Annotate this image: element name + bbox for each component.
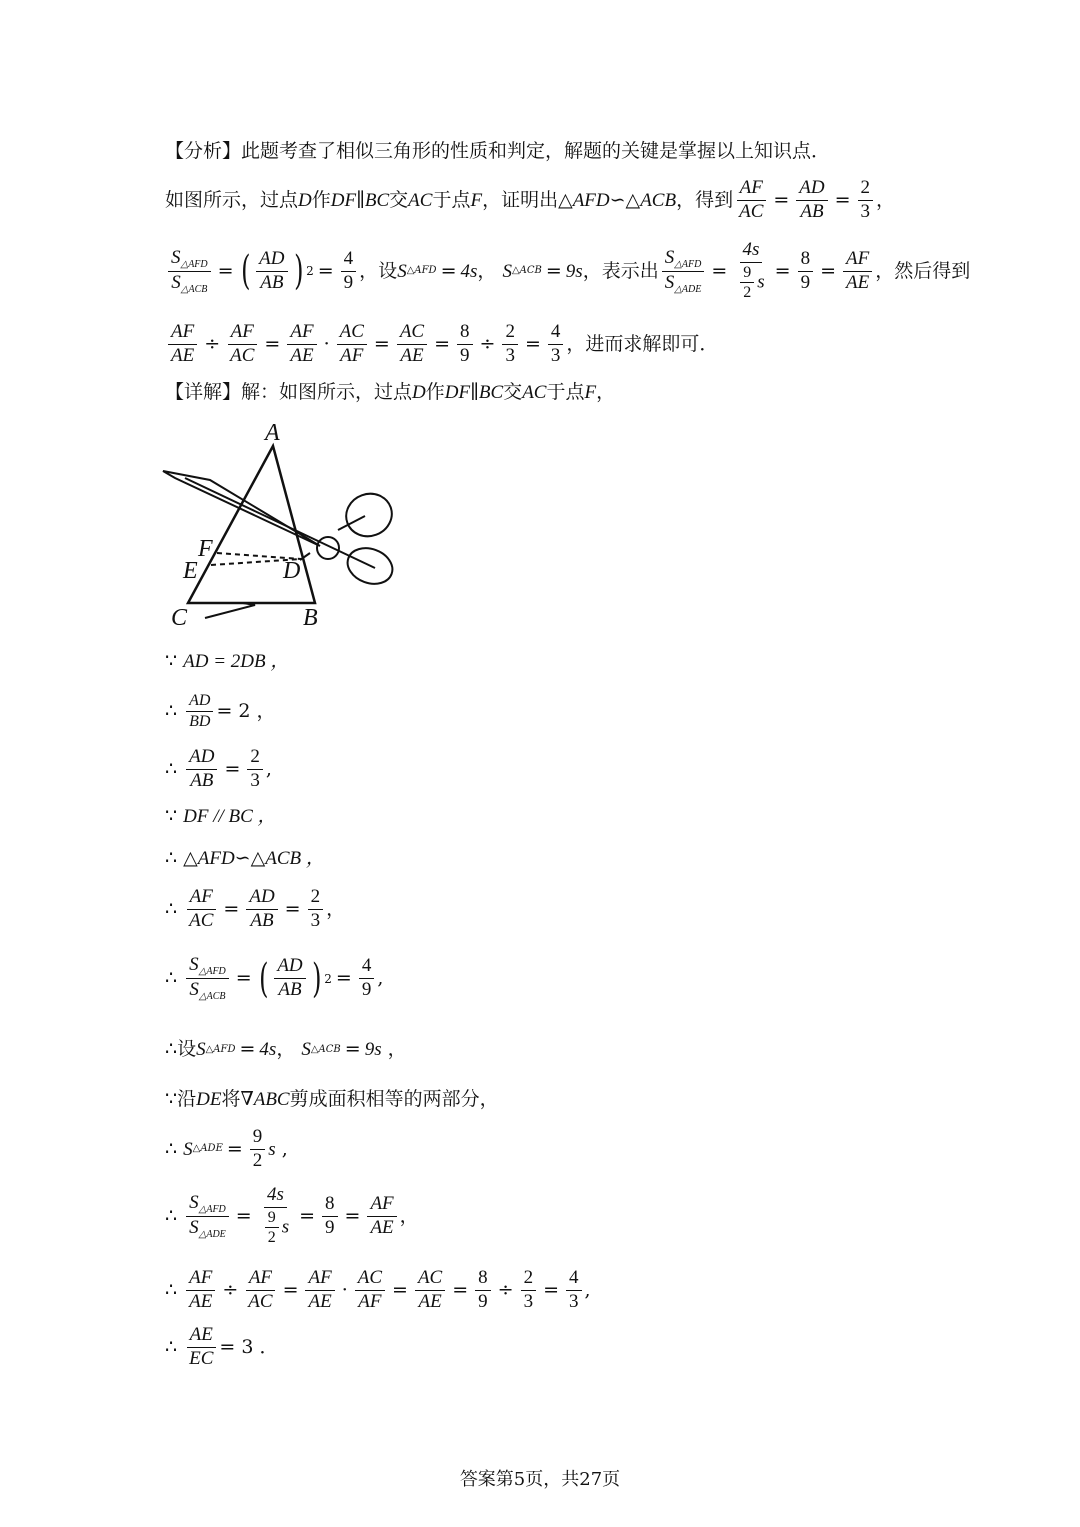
segment-df: DF [330, 189, 357, 211]
scissors-ring-upper [340, 487, 398, 542]
label-e: E [183, 558, 198, 584]
detail-tag: 【详解】 [165, 381, 242, 403]
step-3: ∴ $\frac{AD}{AB}$ = $\frac{2}{3}$ , [165, 746, 272, 791]
step-7: ∴ $S_{\triangle AFD}$ $S_{\triangle ACB}$ = ( AD AB ) 2 = $\frac{4}{9}$ , [165, 954, 384, 1002]
step-6: ∴ $\frac{AF}{AC}$ = $\frac{AD}{AB}$ = $\frac{2}{3}$ ， [165, 886, 346, 931]
text-seg: 解：如图所示，过点 [241, 381, 413, 403]
segment-bc: BC [364, 189, 390, 211]
frac-4-3: $\frac{4}{3}$ [548, 322, 564, 367]
step-13: ∴ $\frac{AE}{EC}$ = 3 ． [165, 1324, 279, 1369]
frac-4s-over-9-2s: 4s $\frac{9}{2}$ s [734, 240, 767, 302]
label-f: F [198, 536, 213, 562]
label-d: D [283, 558, 301, 584]
frac-af-ac: $\frac{AF}{AC}$ [736, 178, 766, 223]
frac-ac-ae: $\frac{AC}{AE}$ [397, 322, 427, 367]
analysis-line-4: $\frac{AF}{AE}$ ÷ $\frac{AF}{AC}$ = $\frac{AF}{AE}$ · $\frac{AC}{AF}$ = $\frac{AC}{AE}$ = $\frac{8}{9}$ ÷ $\frac{2}{3}$ = $\frac{4}{3}$ ，进而求解即可． [165, 322, 718, 367]
step-9: ∵ 沿 DE 将∇ ABC 剪成面积相等的两部分， [165, 1088, 499, 1110]
similar-symbol: ∽△ [609, 188, 641, 211]
frac-8-9: $\frac{8}{9}$ [457, 322, 473, 367]
text-seg: ，得到 [676, 188, 734, 211]
analysis-text: 此题考查了相似三角形的性质和判定，解题的关键是掌握以上知识点． [241, 140, 831, 162]
exponent: 2 [306, 264, 314, 279]
frac-2-3: $\frac{2}{3}$ [502, 322, 518, 367]
text-seg: ，然后得到 [875, 259, 971, 282]
frac-ad-ab: AD AB [256, 249, 287, 294]
text-seg: 如图所示，过点 [165, 188, 299, 211]
detail-line: 【详解】 解：如图所示，过点 D 作 DF ∥ BC 交 AC 于点 F ， [165, 381, 616, 403]
blade-lower [205, 603, 255, 618]
label-a: A [265, 420, 280, 446]
scissors-pivot [317, 537, 339, 559]
point-d: D [298, 189, 312, 211]
point-f: F [470, 189, 483, 211]
text-seg: ，设 [359, 259, 398, 282]
frac-af-ac: $\frac{AF}{AC}$ [227, 322, 257, 367]
step-2: ∴ $\frac{AD}{BD}$ = 2 ， [165, 692, 276, 730]
analysis-line-2: 如图所示，过点 D 作 DF ∥ BC 交 AC 于点 F ，证明出△ AFD ∽△ ACB ，得到 $\frac{AF}{AC}$ = $\frac{AD}{AB}$ = $\frac{2}{3}$ ， [165, 177, 896, 222]
scissors-handle-upper [338, 516, 365, 530]
frac-af-ae: $\frac{AF}{AE}$ [168, 322, 197, 367]
scissors-blade [163, 471, 320, 546]
frac-ac-af: $\frac{AC}{AF}$ [337, 322, 367, 367]
text-seg: ，证明出△ [482, 188, 573, 211]
frac-4-9: $\frac{4}{9}$ [341, 249, 357, 294]
frac-2-3: $\frac{2}{3}$ [858, 178, 874, 223]
page-footer: 答案第5页，共27页 [459, 1469, 621, 1490]
text-seg: 于点 [432, 188, 471, 211]
step-4: ∵ DF // BC ， [165, 805, 277, 827]
analysis-tag: 【分析】 [165, 140, 242, 162]
segment-ac: AC [408, 189, 433, 211]
text-seg: ，进而求解即可． [566, 332, 719, 355]
frac-af-ae: $\frac{AF}{AE}$ [287, 322, 316, 367]
analysis-line-3: $S_{\triangle AFD}$ $S_{\triangle ACB}$ = ( AD AB ) 2 = $\frac{4}{9}$ ，设 S △AFD = 4s ， S △ACB = 9s ，表示出 $S_{\triangle AFD}$ $S_{\triangle ADE}$ = 4s $\frac{9}{2}$ s = $\frac{8}{9}$ = $\frac{AF}{AE}$ ，然后得到 [165, 240, 970, 302]
analysis-line-1 [165, 142, 830, 161]
step-5: ∴ △AFD∽△ACB ， [165, 847, 325, 869]
step-12: ∴ $\frac{AF}{AE}$ ÷ $\frac{AF}{AC}$ = $\frac{AF}{AE}$ · $\frac{AC}{AF}$ = $\frac{AC}{AE}$ = $\frac{8}{9}$ ÷ $\frac{2}{3}$ = $\frac{4}{3}$ , [165, 1267, 591, 1312]
geometry-diagram [155, 418, 405, 633]
frac-s-afd-s-acb: $S_{\triangle AFD}$ $S_{\triangle ACB}$ [168, 248, 211, 295]
label-c: C [171, 605, 188, 631]
label-b: B [303, 605, 318, 631]
text-seg: 作 [311, 188, 331, 211]
step-10: ∴ S △ADE = $\frac{9}{2}$ s , [165, 1126, 288, 1171]
parallel-symbol: ∥ [356, 188, 365, 211]
frac-ad-ab: $\frac{AD}{AB}$ [796, 178, 827, 223]
step-11: ∴ $S_{\triangle AFD}$ $S_{\triangle ADE}$ = 4s $\frac{9}{2}$ s = $\frac{8}{9}$ = $\frac{AF}{AE}$ ， [165, 1184, 419, 1247]
text-seg: ，表示出 [582, 259, 659, 282]
text-seg: 交 [389, 188, 409, 211]
frac-8-9: $\frac{8}{9}$ [798, 249, 814, 294]
triangle-afd: AFD [572, 189, 610, 211]
step-8: ∴ 设 S △AFD = 4s ， S △ACB = 9s ， [165, 1038, 407, 1060]
step-1: ∵ AD = 2DB ， [165, 650, 290, 672]
frac-s-afd-s-ade: $S_{\triangle AFD}$ $S_{\triangle ADE}$ [662, 248, 705, 295]
frac-af-ae: $\frac{AF}{AE}$ [843, 249, 872, 294]
triangle-acb: ACB [640, 189, 677, 211]
